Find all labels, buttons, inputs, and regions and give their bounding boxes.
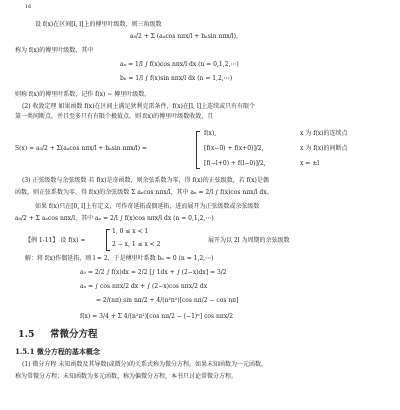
text-line: 函数，则正弦系数为零，得 f(x)的余弦级数 Σ aₙcos nπx/l，其中 aₙ = 2/l ∫ f(x)cos nπx/l dx。 <box>15 189 273 196</box>
section-number: 1.5 <box>18 329 35 340</box>
formula: aₙ = ∫ cos nπx/2 dx + ∫ (2−x)cos nπx/2 dx <box>80 283 208 290</box>
formula: aₙ = 1/l ∫ f(x)cos nπx/l dx (n = 0,1,2,⋯) <box>120 61 239 68</box>
example-label: 【例 1-11】 设 f(x) = <box>25 237 86 244</box>
case-condition: x 为 f(x)的间断点 <box>300 145 348 152</box>
formula: bₙ = 1/l ∫ f(x)sin nπx/l dx (n = 1,2,⋯) <box>120 75 233 82</box>
case-value: [f(x−0) + f(x+0)]/2, <box>204 145 264 152</box>
text-line: 展开为以 2l 为周期的余弦级数 <box>208 237 290 244</box>
case-condition: x 为 f(x)的连续点 <box>300 130 348 137</box>
formula: a₀/2 + Σ (aₙcos nπx/l + bₙsin nπx/l)， <box>130 33 242 40</box>
text-line: 如果 f(x)只在[0, l]上有定义，可作奇延拓或偶延拓，进而展开为正弦级数或余弦级数 <box>35 203 260 210</box>
text-line: (3) 正弦级数与余弦级数 若 f(x)是奇函数，则余弦系数为零，得 f(x)的正弦级数，若 f(x)是偶 <box>22 177 269 184</box>
example-case: 1, 0 ≤ x < 1 <box>112 228 149 235</box>
case-value: [f(−l+0) + f(l−0)]/2, <box>204 160 266 167</box>
case-value: f(x), <box>204 130 217 137</box>
text-line: 则称 f(x)的傅里叶系数，记作 f(x) ~ 傅里叶级数。 <box>15 91 151 98</box>
text-line: (2) 收敛定理 如果函数 f(x)在区间上满足狄利克雷条件，f(x)在[l, l]上连续或只有有限个 <box>22 103 256 110</box>
formula: a₀/2 + Σ aₙcos nπx/l，其中 aₙ = 2/l ∫ f(x)cos nπx/l dx (n = 0,1,2,⋯) <box>15 215 214 222</box>
formula: = 2/(nπ) sin nπ/2 + 4/(n²π²)[cos nπ/2 − cos nπ] <box>96 297 239 304</box>
example-case: 2 − x, 1 ≤ x < 2 <box>112 241 161 248</box>
example-brace <box>106 229 110 251</box>
subsection-title: 1.5.1 微分方程的基本概念 <box>15 347 100 356</box>
text-line: 设 f(x)在区间[l, l]上的傅里叶级数，则三角级数 <box>35 21 162 28</box>
formula: a₀ = 2/2 ∫ f(x)dx = 2/2 [∫ 1dx + ∫ (2−x)dx] = 3/2 <box>80 269 227 276</box>
section-title: 常微分方程 <box>50 329 98 340</box>
text-line: 称为 f(x)的傅里叶级数，其中 <box>15 47 94 54</box>
page-number: 16 <box>25 4 32 10</box>
text-line: 称为常微分方程；未知函数为多元函数，称为偏微分方程，本书只讨论常微分方程。 <box>15 373 238 380</box>
text-line: (1) 微分方程 未知函数及其导数(或微分)的关系式称为微分方程，如果未知函数为一元函数， <box>22 361 267 368</box>
case-brace <box>196 131 200 169</box>
formula: S(x) = a₀/2 + Σ(aₙcos nπx/l + bₙsin nπx/l) = <box>15 145 147 152</box>
text-line: 第一类间断点，并且至多只有有限个极值点，则 f(x)的傅里叶级数收敛，且 <box>15 113 214 120</box>
case-condition: x = ±l <box>300 160 320 167</box>
formula: f(x) = 3/4 + Σ 4/(n²π²)[cos nπ/2 − (−1)ⁿ] cos nπx/2 <box>80 313 234 320</box>
text-line: 解：将 f(x)作偶延拓，则 l = 2，于是傅里叶系数 bₙ = 0 (n = 1,2,⋯) <box>25 255 214 262</box>
